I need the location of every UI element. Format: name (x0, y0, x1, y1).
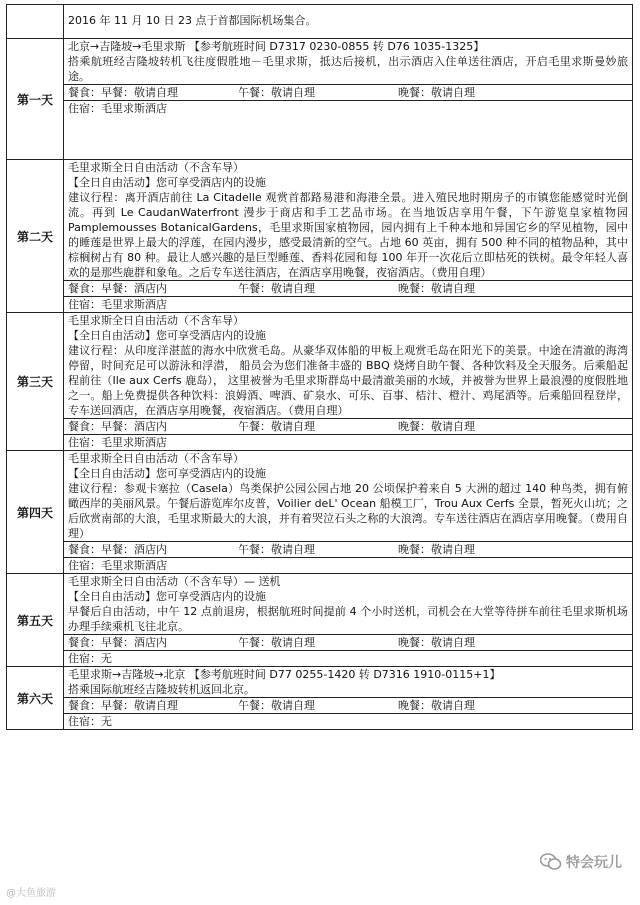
breakfast: 餐食：早餐：酒店内 (68, 282, 167, 295)
day-content (64, 313, 633, 451)
dinner: 晚餐：敬请自理 (398, 282, 475, 295)
route-line: 北京→吉隆坡→毛里求斯 【参考航班时间 D7317 0230-0855 转 D76 1035-1325】 (68, 40, 485, 53)
brand-text: 特会玩儿 (566, 855, 622, 871)
lunch: 午餐：敬请自理 (238, 86, 315, 99)
description: 建议行程：离开酒店前往 La Citadelle 观赏首都路易港和海港全景。进入殖民地时期房子的市镇您能感觉时光倒流。再到 Le CaudanWaterfront 漫步于商店和手工艺品市场。在当地饭店享用午餐，下午游览皇家植物园 Pamplemousses BotanicalGardens，毛里求斯国家植物园，园内拥有上千种本地和异国它乡的罕见植物，园中的睡莲是世界上最大的浮莲，在园内漫步，感受最清新的空气。占地 60 英亩，拥有 500 种不同的植物品种，其中棕榈树占有 80 种。最让人感兴趣的是巨型睡莲、香料花园和每 100 年开一次花后立即枯死的铁树。最令年轻人喜欢的是那些鹿群和象龟。之后专车送往酒店，在酒店享用晚餐，夜宿酒店。（费用自理） (68, 191, 628, 279)
day-label: 第三天 (7, 313, 64, 451)
activity-title: 毛里求斯全日自由活动（不含车导） (68, 314, 244, 327)
day-row (7, 313, 633, 451)
stay: 住宿：无 (64, 713, 632, 729)
header-note-cell (64, 5, 633, 39)
activity-note: 【全日自由活动】您可享受酒店内的设施 (68, 590, 266, 603)
dinner: 晚餐：敬请自理 (398, 699, 475, 712)
day-row (7, 451, 633, 574)
day-row (7, 574, 633, 667)
day-content (64, 39, 633, 160)
meals-row (64, 541, 632, 557)
day-label: 第一天 (7, 39, 64, 160)
day-label: 第五天 (7, 574, 64, 667)
wechat-icon (540, 853, 562, 871)
day-row (7, 39, 633, 160)
day-row (7, 667, 633, 730)
stay: 住宿：无 (64, 650, 632, 666)
breakfast: 餐食：早餐：酒店内 (68, 420, 167, 433)
activity-note: 【全日自由活动】您可享受酒店内的设施 (68, 176, 266, 189)
lunch: 午餐：敬请自理 (238, 543, 315, 556)
header-day-cell (7, 5, 64, 39)
meals-row (64, 697, 632, 713)
description: 搭乘航班经吉隆坡转机飞往度假胜地－毛里求斯，抵达后接机，出示酒店入住单送往酒店，开启毛里求斯曼妙旅途。 (68, 55, 628, 83)
activity-note: 【全日自由活动】您可享受酒店内的设施 (68, 467, 266, 480)
day-content (64, 667, 633, 730)
source-text: @大鱼旅游 (6, 888, 56, 899)
dinner: 晚餐：敬请自理 (398, 543, 475, 556)
stay: 住宿：毛里求斯酒店 (64, 557, 632, 573)
stay: 住宿：毛里求斯酒店 (64, 434, 632, 450)
day-label: 第四天 (7, 451, 64, 574)
source-watermark (6, 884, 56, 899)
day-content (64, 451, 633, 574)
breakfast: 餐食：早餐：酒店内 (68, 636, 167, 649)
activity-note: 【全日自由活动】您可享受酒店内的设施 (68, 329, 266, 342)
activity-title: 毛里求斯全日自由活动（不含车导） (68, 161, 244, 174)
description: 搭乘国际航班经吉隆坡转机返回北京。 (68, 683, 255, 696)
day-row (7, 160, 633, 313)
description: 早餐后自由活动，中午 12 点前退房，根据航班时间提前 4 个小时送机，司机会在大堂等待拼车前往毛里求斯机场办理手续乘机飞往北京。 (68, 605, 628, 633)
day-content (64, 574, 633, 667)
dinner: 晚餐：敬请自理 (398, 86, 475, 99)
lunch: 午餐：敬请自理 (238, 699, 315, 712)
day-label: 第二天 (7, 160, 64, 313)
description: 建议行程：参观卡塞拉（Casela）鸟类保护公园公园占地 20 公顷保护着来自 5 大洲的超过 140 种鸟类，拥有俯瞰西岸的美丽风景。午餐后游览库尔皮普，Voilier deL' Ocean 船模工厂，Trou Aux Cerfs 全景，暂死火山坑；之后欣赏南部的大浪，毛里求斯最大的大浪，并有着哭泣石头之称的大浪湾。专车送往酒店在酒店享用晚餐。（费用自理） (68, 482, 628, 540)
breakfast: 餐食：早餐：酒店内 (68, 543, 167, 556)
description: 建议行程：从印度洋湛蓝的海水中欣赏毛岛。从豪华双体船的甲板上观赏毛岛在阳光下的美景。中途在清澈的海湾停留，时间充足可以游泳和浮潜， 船员会为您们准备丰盛的 BBQ 烧烤自助午餐、各种饮料及全天服务。后乘船起程前往（Ile aux Cerfs 鹿岛）， 这里被誉为毛里求斯群岛中最清澈美丽的水域，并被誉为世界上最浪漫的度假胜地之一。船上免费提供各种饮料：浪姆酒、啤酒、矿泉水、可乐、百事、桔汁、橙汁、鸡尾酒等。后乘船回程登岸，专车送回酒店，在酒店享用晚餐，夜宿酒店。（费用自理） (68, 344, 628, 417)
breakfast: 餐食：早餐：敬请自理 (68, 86, 178, 99)
stay: 住宿：毛里求斯酒店 (64, 100, 632, 116)
meals-row (64, 84, 632, 100)
dinner: 晚餐：敬请自理 (398, 636, 475, 649)
lunch: 午餐：敬请自理 (238, 282, 315, 295)
route-line: 毛里求斯→吉隆坡→北京 【参考航班时间 D77 0255-1420 转 D7316 1910-0115+1】 (68, 668, 501, 681)
dinner: 晚餐：敬请自理 (398, 420, 475, 433)
header-row (7, 5, 633, 39)
day-content (64, 160, 633, 313)
breakfast: 餐食：早餐：敬请自理 (68, 699, 178, 712)
header-note: 2016 年 11 月 10 日 23 点于首都国际机场集合。 (68, 14, 317, 27)
itinerary-table (6, 4, 633, 730)
activity-title: 毛里求斯全日自由活动（不含车导） (68, 452, 244, 465)
meals-row (64, 280, 632, 296)
lunch: 午餐：敬请自理 (238, 420, 315, 433)
meals-row (64, 634, 632, 650)
stay: 住宿：毛里求斯酒店 (64, 296, 632, 312)
brand-watermark (540, 852, 622, 872)
lunch: 午餐：敬请自理 (238, 636, 315, 649)
activity-title: 毛里求斯全日自由活动（不含车导）— 送机 (68, 575, 281, 588)
meals-row (64, 418, 632, 434)
day-label: 第六天 (7, 667, 64, 730)
